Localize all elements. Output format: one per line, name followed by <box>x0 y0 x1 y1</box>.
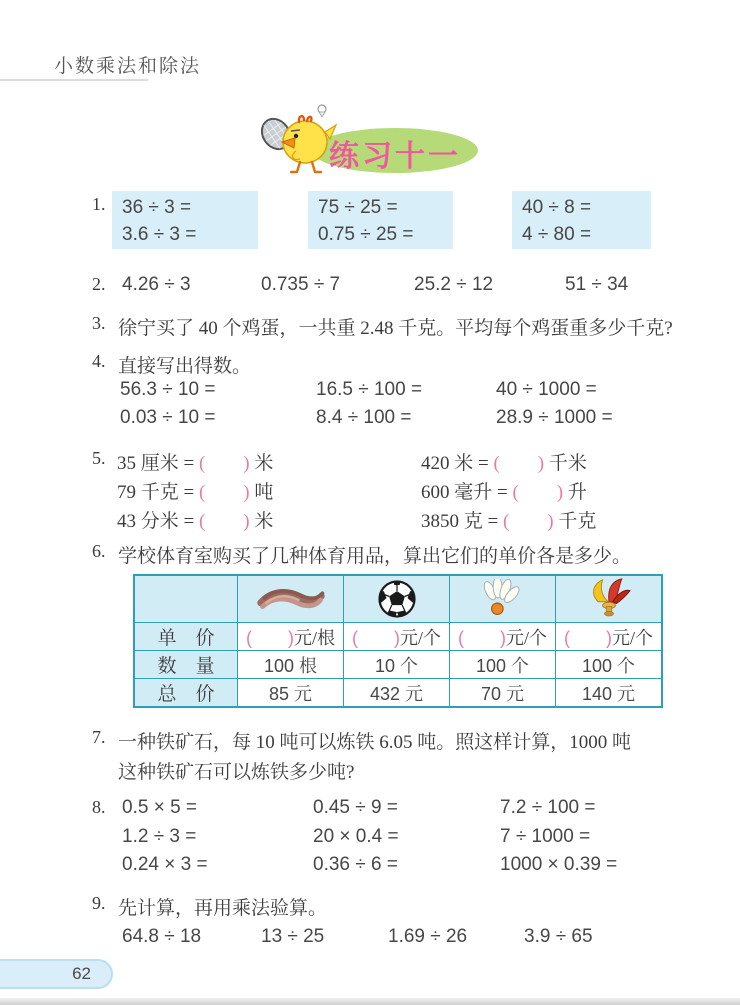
unit-label: 元/个 <box>611 627 653 648</box>
conversion-prefix: 3850 克 = <box>421 511 503 532</box>
conversion-item <box>117 448 273 475</box>
exercise-7-number: 7. <box>92 727 106 747</box>
jump-rope-icon <box>238 576 343 622</box>
equation: 0.75 ÷ 25 = <box>318 224 414 245</box>
conversion-unit: 米 <box>249 453 274 474</box>
cell-total-price: 432 元 <box>344 679 449 706</box>
jianzi-icon <box>556 576 661 622</box>
equation: 1000 × 0.39 = <box>500 854 618 875</box>
conversion-item <box>421 506 596 533</box>
exercise-5-number: 5. <box>92 448 106 468</box>
conversion-unit: 千克 <box>553 511 597 532</box>
equation: 7 ÷ 1000 = <box>500 826 591 847</box>
conversion-unit: 升 <box>563 482 587 503</box>
equation: 0.45 ÷ 9 = <box>313 797 398 818</box>
equation: 1.69 ÷ 26 <box>388 926 468 947</box>
equation: 13 ÷ 25 <box>261 926 325 947</box>
equation: 0.735 ÷ 7 <box>261 274 341 295</box>
equation: 4 ÷ 80 = <box>522 224 592 245</box>
blank-parens: ( ) <box>245 627 294 648</box>
row-label-unit-price: 单 价 <box>135 623 237 650</box>
exercise-8-number: 8. <box>92 797 106 817</box>
cell-unit-price <box>238 623 343 650</box>
cell-unit-price <box>450 623 555 650</box>
equation: 0.03 ÷ 10 = <box>120 407 216 428</box>
cell-total-price: 140 元 <box>556 679 661 706</box>
equation: 3.6 ÷ 3 = <box>122 224 197 245</box>
conversion-prefix: 600 毫升 = <box>421 482 513 503</box>
equation: 3.9 ÷ 65 <box>524 926 593 947</box>
exercise-1-number: 1. <box>92 194 106 214</box>
equation: 1.2 ÷ 3 = <box>122 826 197 847</box>
page-bottom-edge <box>0 998 740 1005</box>
conversion-item <box>421 477 587 504</box>
blank-parens: ( ) <box>198 453 250 474</box>
conversion-prefix: 79 千克 = <box>117 482 199 503</box>
blank-parens: ( ) <box>493 453 545 474</box>
blank-parens: ( ) <box>563 627 612 648</box>
row-label-total-price: 总 价 <box>135 679 237 706</box>
equation: 16.5 ÷ 100 = <box>316 379 423 400</box>
blank-parens: ( ) <box>502 511 554 532</box>
exercise-4-number: 4. <box>92 351 106 371</box>
unit-label: 元/个 <box>505 627 547 648</box>
conversion-prefix: 35 厘米 = <box>117 453 199 474</box>
equation: 0.36 ÷ 6 = <box>313 854 398 875</box>
soccer-ball-icon <box>344 576 449 622</box>
exercise-6-number: 6. <box>92 541 106 561</box>
exercise-1-box-3 <box>512 191 651 249</box>
blank-parens: ( ) <box>198 511 250 532</box>
cell-total-price: 85 元 <box>238 679 343 706</box>
equation: 56.3 ÷ 10 = <box>120 379 216 400</box>
conversion-item <box>421 448 587 475</box>
page-title: 练习十一 <box>329 140 461 173</box>
page-number-badge <box>0 959 113 989</box>
equation: 40 ÷ 8 = <box>522 197 592 218</box>
cell-quantity: 100 根 <box>238 651 343 678</box>
cell-quantity: 100 个 <box>450 651 555 678</box>
cell-unit-price <box>556 623 661 650</box>
word-problem-text: 徐宁买了 40 个鸡蛋，一共重 2.48 千克。平均每个鸡蛋重多少千克? <box>118 318 673 339</box>
blank-parens: ( ) <box>512 482 564 503</box>
conversion-prefix: 43 分米 = <box>117 511 199 532</box>
equation: 25.2 ÷ 12 <box>414 274 494 295</box>
header-rule <box>0 79 148 81</box>
cell-quantity: 10 个 <box>344 651 449 678</box>
row-label-quantity: 数 量 <box>135 651 237 678</box>
table-corner-cell <box>135 576 237 622</box>
conversion-unit: 米 <box>249 511 274 532</box>
conversion-unit: 吨 <box>249 482 274 503</box>
unit-label: 元/个 <box>399 627 441 648</box>
word-problem-text: 这种铁矿石可以炼铁多少吨? <box>118 762 355 783</box>
cell-unit-price <box>344 623 449 650</box>
exercise-9-instruction: 先计算，再用乘法验算。 <box>118 898 328 919</box>
conversion-item <box>117 506 273 533</box>
unit-label: 元/根 <box>293 627 335 648</box>
conversion-prefix: 420 米 = <box>421 453 494 474</box>
blank-parens: ( ) <box>351 627 400 648</box>
exercise-2-number: 2. <box>92 274 106 294</box>
equation: 64.8 ÷ 18 <box>122 926 202 947</box>
cell-total-price: 70 元 <box>450 679 555 706</box>
exercise-9-number: 9. <box>92 893 106 913</box>
equation: 8.4 ÷ 100 = <box>316 407 412 428</box>
conversion-unit: 千米 <box>544 453 587 474</box>
word-problem-text: 一种铁矿石，每 10 吨可以炼铁 6.05 吨。照这样计算，1000 吨 <box>118 732 632 753</box>
equation: 20 × 0.4 = <box>313 826 399 847</box>
equation: 7.2 ÷ 100 = <box>500 797 596 818</box>
equation: 40 ÷ 1000 = <box>496 379 597 400</box>
blank-parens: ( ) <box>198 482 250 503</box>
exercise-4-instruction: 直接写出得数。 <box>118 356 252 377</box>
chapter-header: 小数乘法和除法 <box>54 56 202 77</box>
blank-parens: ( ) <box>457 627 506 648</box>
exercise-1-box-2 <box>308 191 453 249</box>
equation: 28.9 ÷ 1000 = <box>496 407 613 428</box>
cell-quantity: 100 个 <box>556 651 661 678</box>
equation: 0.5 × 5 = <box>122 797 198 818</box>
equation: 51 ÷ 34 <box>565 274 629 295</box>
shuttlecock-icon <box>450 576 555 622</box>
page-number: 62 <box>72 964 91 983</box>
equation: 75 ÷ 25 = <box>318 197 398 218</box>
exercise-1-box-1 <box>112 191 258 249</box>
exercise-3-number: 3. <box>92 313 106 333</box>
price-table <box>133 574 663 708</box>
equation: 36 ÷ 3 = <box>122 197 192 218</box>
equation: 0.24 × 3 = <box>122 854 208 875</box>
conversion-item <box>117 477 273 504</box>
exercise-6-instruction: 学校体育室购买了几种体育用品，算出它们的单价各是多少。 <box>118 546 632 567</box>
equation: 4.26 ÷ 3 <box>122 274 191 295</box>
